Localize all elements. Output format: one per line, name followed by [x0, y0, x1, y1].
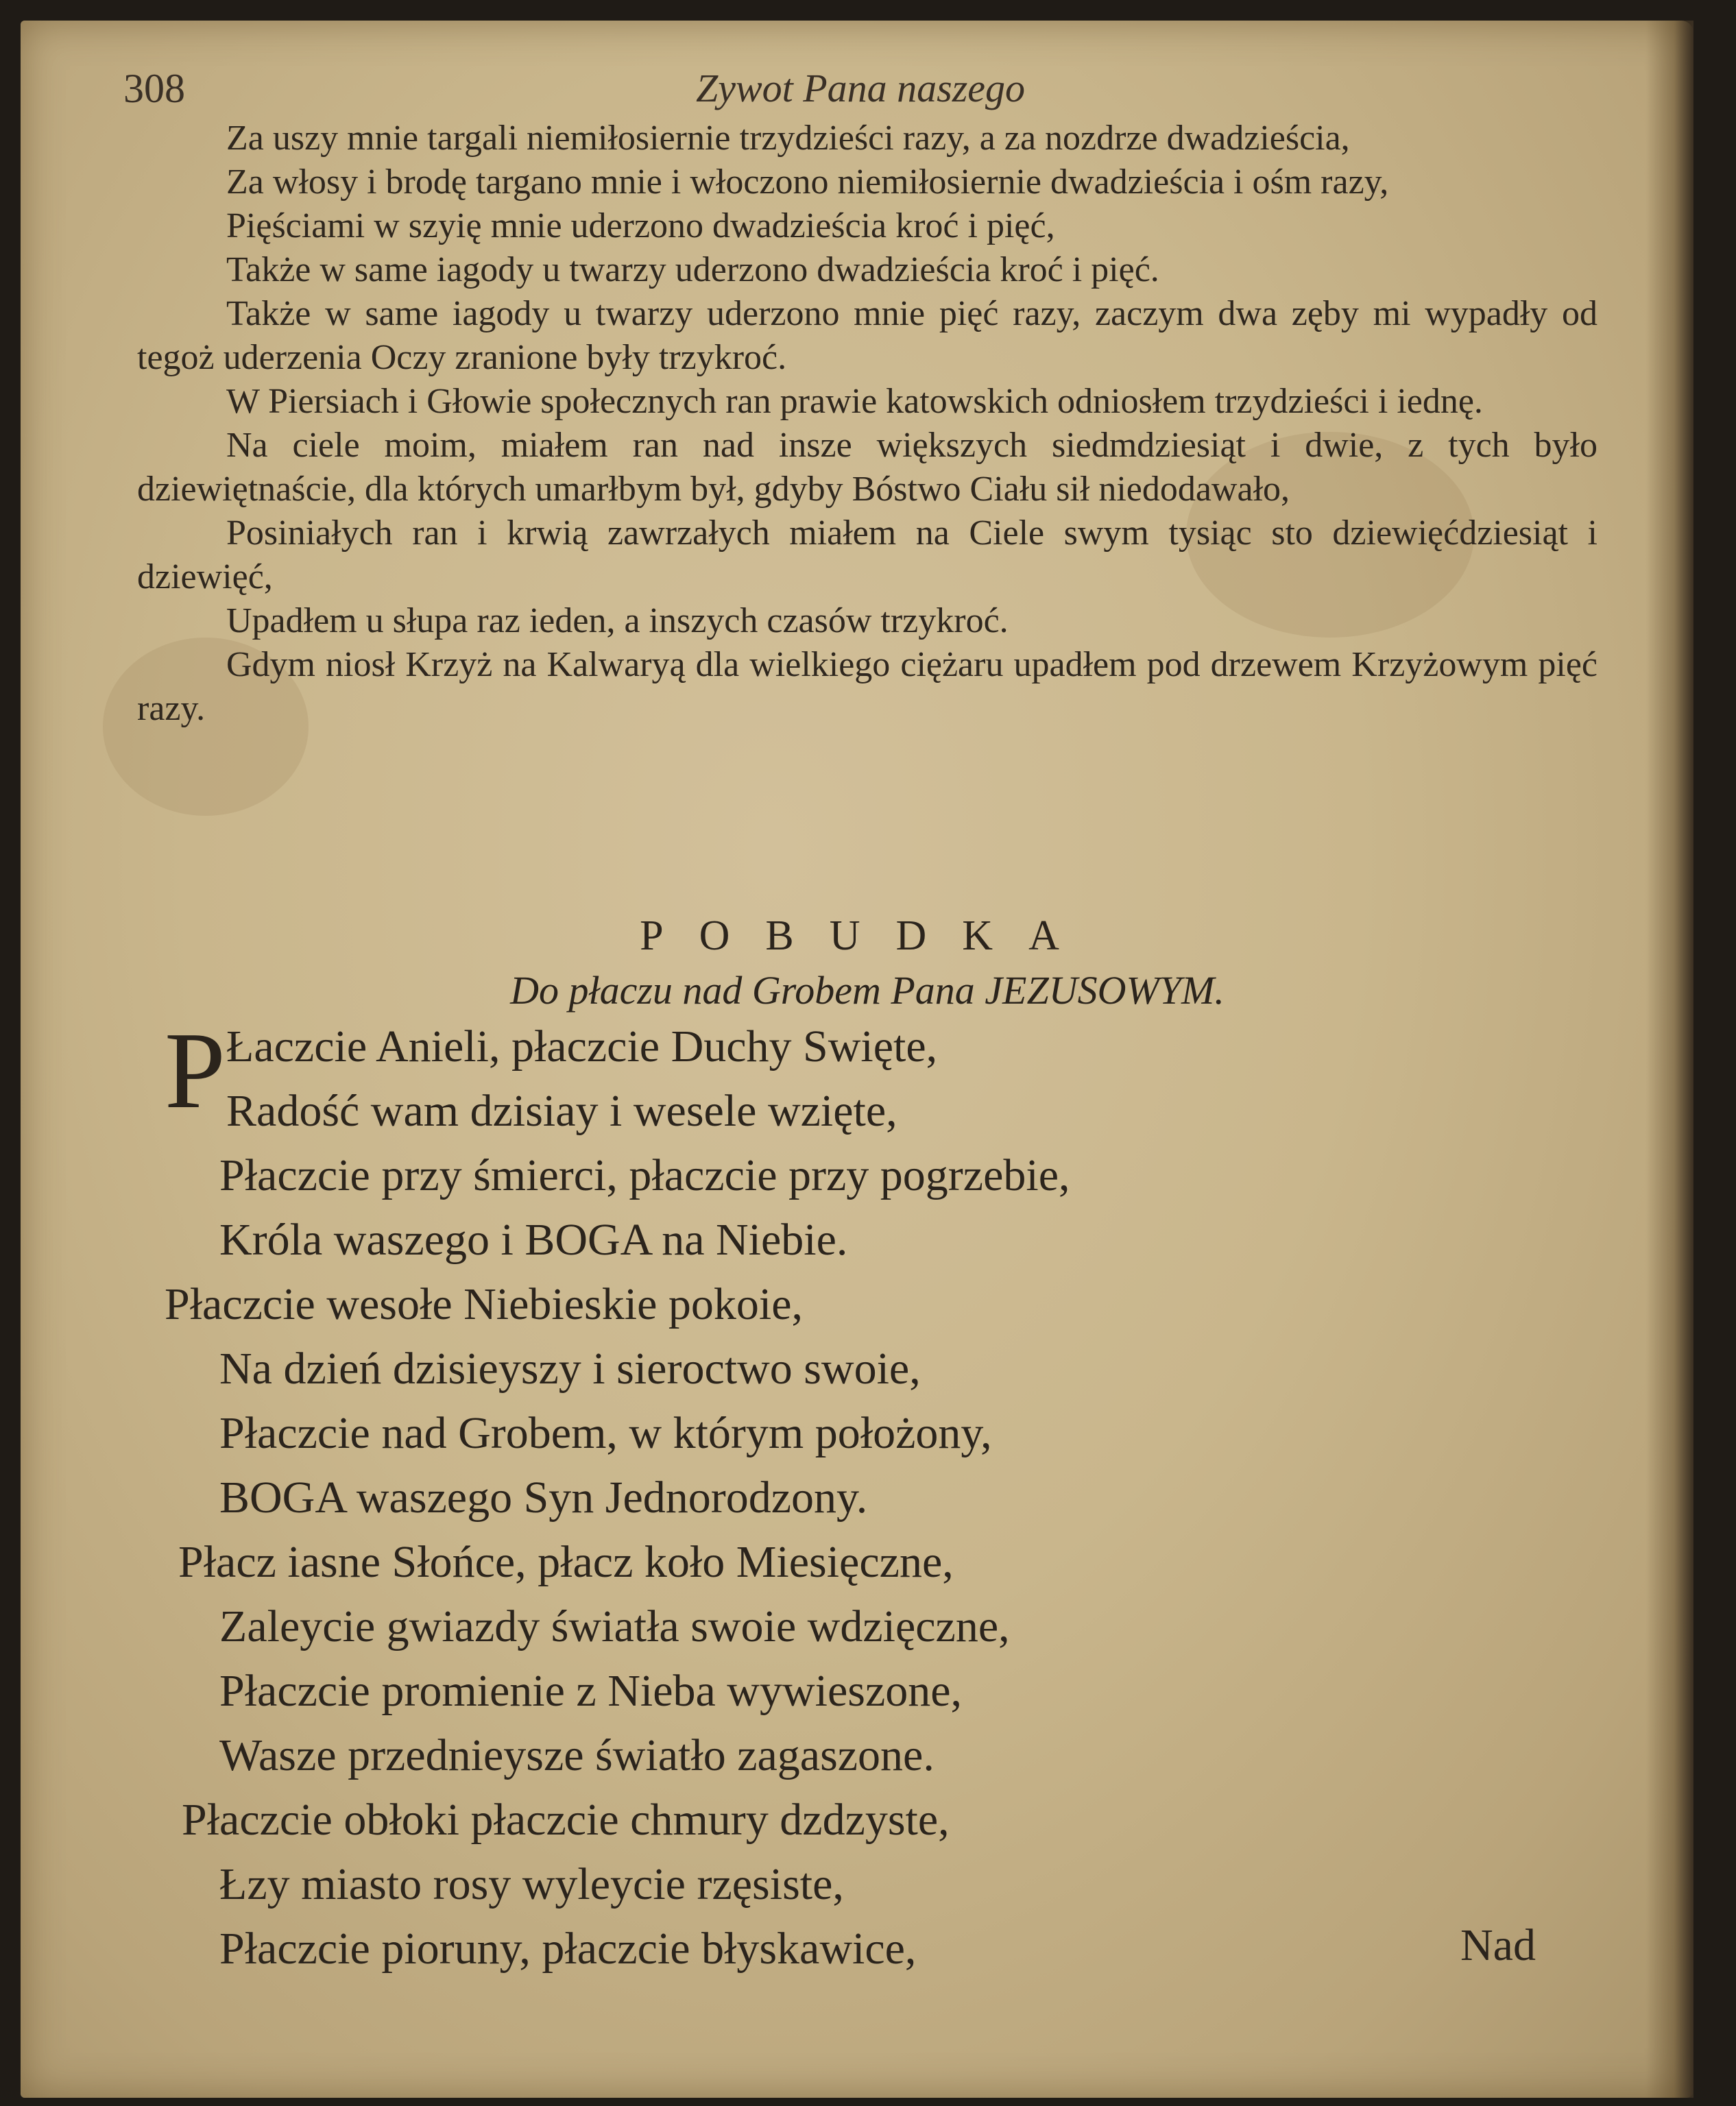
prose-paragraph: Także w same iagody u twarzy uderzono mnie pięć razy, zaczym dwa zęby mi wypadły od tegoż uderzenia Oczy zranione były trzykroć. [137, 294, 1598, 377]
poem-line: Płacz iasne Słońce, płacz koło Miesięczne, [178, 1537, 954, 1587]
page-gutter [1645, 21, 1693, 2098]
prose-paragraph: Za uszy mnie targali niemiłosiernie trzydzieści razy, a za nozdrze dwadzieścia, [226, 119, 1350, 158]
section-subtitle: Do płaczu nad Grobem Pana JEZUSOWYM. [510, 968, 1225, 1013]
prose-paragraph: Upadłem u słupa raz ieden, a inszych czasów trzykroć. [226, 601, 1009, 640]
prose-paragraph: Gdym niosł Krzyż na Kalwaryą dla wielkiego ciężaru upadłem pod drzewem Krzyżowym pięć razy. [137, 645, 1598, 728]
poem-line: Króla waszego i BOGA na Niebie. [219, 1215, 848, 1265]
running-title: Zywot Pana naszego [695, 66, 1026, 110]
prose-paragraph: Także w same iagody u twarzy uderzono dwadzieścia kroć i pięć. [226, 250, 1159, 289]
poem-line: Na dzień dzisieyszy i sieroctwo swoie, [219, 1344, 921, 1394]
section-title: POBUDKA [640, 912, 1095, 959]
poem-line: Płaczcie wesołe Niebieskie pokoie, [165, 1279, 803, 1329]
poem-line: Płaczcie pioruny, płaczcie błyskawice, [219, 1924, 917, 1974]
poem-line: Płaczcie obłoki płaczcie chmury dzdzyste, [182, 1795, 950, 1845]
prose-block [137, 117, 1598, 731]
drop-capital: P [165, 1009, 226, 1131]
prose-paragraph: Posiniałych ran i krwią zawrzałych miałem na Ciele swym tysiąc sto dziewięćdziesiąt i dziewięć, [137, 513, 1598, 596]
poem-line: Radość wam dzisiay i wesele wzięte, [226, 1086, 897, 1136]
poem-line: Łzy miasto rosy wyleycie rzęsiste, [219, 1859, 844, 1909]
running-header [123, 65, 1598, 120]
section-heading [137, 908, 1598, 1018]
prose-paragraph: Pięściami w szyię mnie uderzono dwadzieścia kroć i pięć, [226, 206, 1055, 245]
poem-line: Płaczcie nad Grobem, w którym położony, [219, 1408, 992, 1458]
prose-paragraph: Na ciele moim, miałem ran nad insze większych siedmdziesiąt i dwie, z tych było dziewiętnaście, dla których umarłbym był, gdyby Bóstwo Ciału sił niedodawało, [137, 426, 1598, 509]
page-number: 308 [123, 66, 185, 111]
poem-line: Płaczcie promienie z Nieba wywieszone, [219, 1666, 963, 1716]
prose-paragraph: Za włosy i brodę targano mnie i włoczono niemiłosiernie dwadzieścia i ośm razy, [226, 162, 1389, 202]
prose-paragraph: W Piersiach i Głowie społecznych ran prawie katowskich odniosłem trzydzieści i iednę. [226, 382, 1483, 421]
poem-block [165, 1009, 1536, 1981]
poem-line: BOGA waszego Syn Jednorodzony. [219, 1473, 868, 1523]
poem-line: Wasze przednieysze światło zagaszone. [219, 1730, 935, 1780]
poem-line: Zaleycie gwiazdy światła swoie wdzięczne, [219, 1601, 1010, 1651]
catchword: Nad [1460, 1920, 1536, 1970]
poem-line: Łaczcie Anieli, płaczcie Duchy Swięte, [226, 1021, 938, 1072]
poem-line: Płaczcie przy śmierci, płaczcie przy pogrzebie, [219, 1150, 1070, 1200]
